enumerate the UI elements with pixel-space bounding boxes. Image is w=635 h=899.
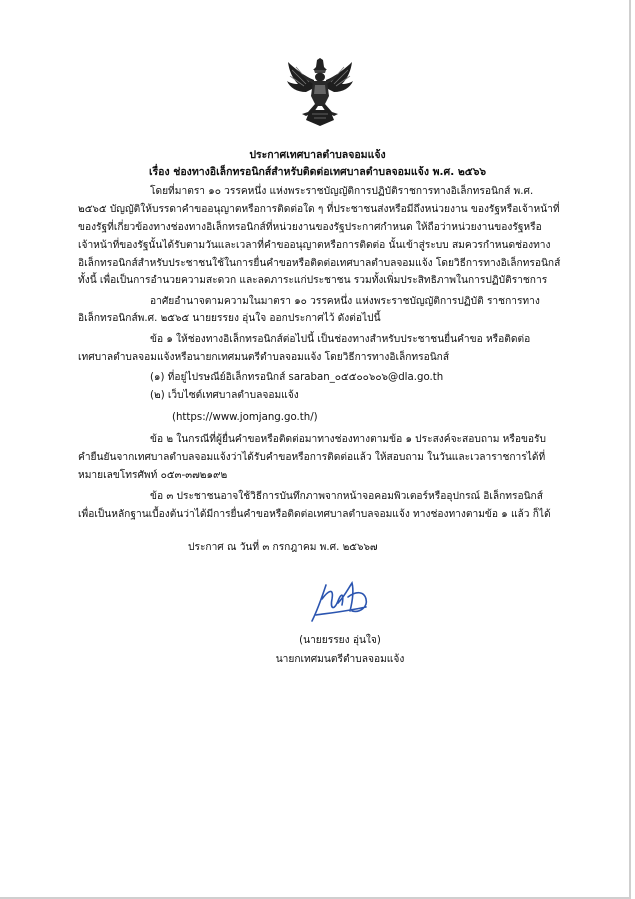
- signer-name: (นายยรรยง อุ่นใจ): [299, 635, 381, 646]
- garuda-emblem-icon: [284, 58, 356, 126]
- body-line: อิเล็กทรอนิกส์พ.ศ. ๒๕๖๕ นายยรรยง อุ่นใจ ออกประกาศไว้ ดังต่อไปนี้: [78, 313, 381, 324]
- body-line: ทั้งนี้ เพื่อเป็นการอำนวยความสะดวก และลดภาระแก่ประชาชน รวมทั้งเพิ่มประสิทธิภาพในการปฏิบัติราชการ: [78, 275, 548, 286]
- document-subject: เรื่อง ช่องทางอิเล็กทรอนิกส์สำหรับติดต่อเทศบาลตำบลจอมแจ้ง พ.ศ. ๒๕๖๖: [148, 166, 487, 178]
- body-line: ของรัฐที่เกี่ยวข้องทางช่องทางอิเล็กทรอนิกส์ที่หน่วยงานของรัฐประกาศกำหนด ให้ถือว่าหน่วยงานของรัฐหรือ: [78, 222, 542, 233]
- clause-2-line: คำยืนยันจากเทศบาลตำบลจอมแจ้งว่าได้รับคำขอหรือการติดต่อแล้ว ให้สอบถาม ในวันและเวลาราชการได้ที่: [78, 452, 546, 463]
- announcement-date: ประกาศ ณ วันที่ ๓ กรกฎาคม พ.ศ. ๒๕๖๖๗: [188, 542, 378, 553]
- body-line: อาศัยอำนาจตามความในมาตรา ๑๐ วรรคหนึ่ง แห่งพระราชบัญญัติการปฏิบัติ ราชการทาง: [150, 296, 540, 307]
- clause-1-line: ข้อ ๑ ให้ช่องทางอิเล็กทรอนิกส์ต่อไปนี้ เป็นช่องทางสำหรับประชาชนยื่นคำขอ หรือติดต่อ: [150, 334, 531, 345]
- body-line: อิเล็กทรอนิกส์สำหรับประชาชนใช้ในการยื่นคำขอหรือติดต่อเทศบาลตำบลจอมแจ้ง โดยวิธีการทางอิเล็กทรอนิกส์: [78, 258, 561, 269]
- signer-position: นายกเทศมนตรีตำบลจอมแจ้ง: [275, 654, 405, 665]
- clause-3-line: ข้อ ๓ ประชาชนอาจใช้วิธีการบันทึกภาพจากหน้าจอคอมพิวเตอร์หรืออุปกรณ์ อิเล็กทรอนิกส์: [150, 491, 543, 502]
- clause-2-line: ข้อ ๒ ในกรณีที่ผู้ยื่นคำขอหรือติดต่อมาทางช่องทางตามข้อ ๑ ประสงค์จะสอบถาม หรือขอรับ: [150, 434, 546, 445]
- website-channel: (๒) เว็บไซต์เทศบาลตำบลจอมแจ้ง: [150, 390, 299, 401]
- body-line: ๒๕๖๕ บัญญัติให้บรรดาคำขออนุญาตหรือการติดต่อใด ๆ ที่ประชาชนส่งหรือมีถึงหน่วยงาน ของรัฐหรือเจ้าหน้าที่: [78, 204, 560, 215]
- email-channel: (๑) ที่อยู่ไปรษณีย์อิเล็กทรอนิกส์ saraban_๐๕๕๐๐๖๐๖@dla.go.th: [150, 372, 444, 383]
- clause-3-line: เพื่อเป็นหลักฐานเบื้องต้นว่าได้มีการยื่นคำขอหรือติดต่อเทศบาลตำบลจอมแจ้ง ทางช่องทางตามข้อ ๑ แล้ว ก็ได้: [78, 509, 551, 520]
- clause-1-line: เทศบาลตำบลจอมแจ้งหรือนายกเทศมนตรีตำบลจอมแจ้ง โดยวิธีการทางอิเล็กทรอนิกส์: [78, 352, 450, 363]
- body-line: เจ้าหน้าที่ของรัฐนั้นได้รับตามวันและเวลาที่คำขออนุญาตหรือการติดต่อ นั้นเข้าสู่ระบบ สมควรกำหนดช่องทาง: [78, 240, 551, 251]
- handwritten-signature-icon: [308, 577, 374, 627]
- website-url: (https://www.jomjang.go.th/): [172, 412, 318, 423]
- document-agency-title: ประกาศเทศบาลตำบลจอมแจ้ง: [249, 149, 386, 161]
- phone-number-line: หมายเลขโทรศัพท์ ๐๕๓-๓๗๒๑๙๒: [78, 470, 228, 481]
- body-line: โดยที่มาตรา ๑๐ วรรคหนึ่ง แห่งพระราชบัญญัติการปฏิบัติราชการทางอิเล็กทรอนิกส์ พ.ศ.: [150, 186, 534, 197]
